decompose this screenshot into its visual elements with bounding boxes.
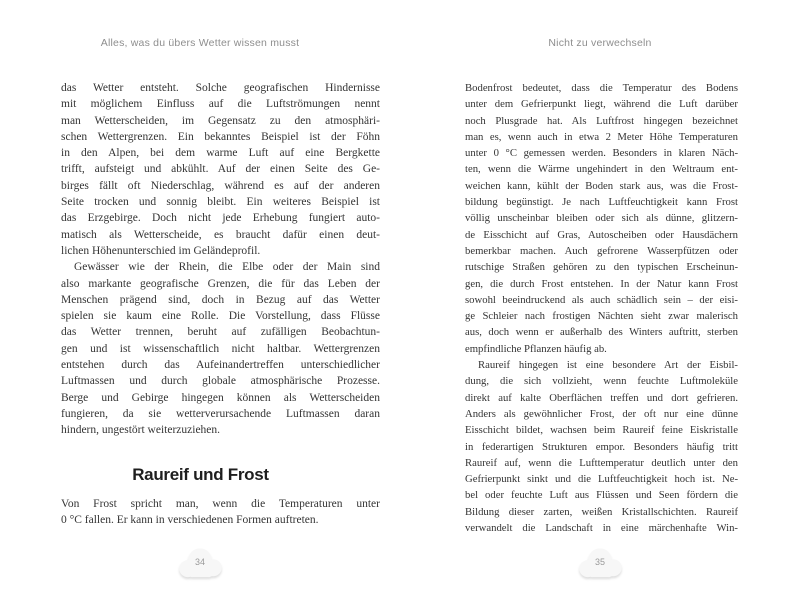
section-heading: Raureif und Frost — [132, 464, 269, 484]
text-line: ten, wenn die Wärme ungehindert in den Weltraum ent- — [465, 163, 738, 176]
text-line: man Wetterscheiden, im Gegensatz zu den atmosphäri- — [61, 114, 380, 127]
text-line: Berge und Gebirge hingegen können als Wetterscheiden — [61, 391, 380, 404]
text-line: Menschen prägend sind, doch in Bezug auf das Wetter — [61, 293, 380, 306]
text-line: Gewässer wie der Rhein, die Elbe oder der Main sind — [74, 261, 380, 274]
text-line: hindern, ungestört weiterzuziehen. — [61, 424, 221, 437]
text-line: schen Wettergrenzen. Ein bekanntes Beispiel ist der Föhn — [61, 130, 380, 143]
paragraph — [465, 357, 738, 536]
page-number: 35 — [595, 556, 605, 567]
text-line: 0 °C fallen. Er kann in verschiedenen Formen auftreten. — [61, 513, 319, 526]
text-line: Anders als gewöhnlicher Frost, der oft nur eine dünne — [465, 407, 738, 420]
text-line: entstehen durch das Aufeinandertreffen unterschiedlicher — [61, 359, 380, 372]
text-line: dung, die sich vollzieht, wenn feuchte Luftmoleküle — [465, 375, 738, 388]
text-line: direkt auf kalte Oberflächen treffen und dort gefrieren. — [465, 391, 738, 404]
running-head-left: Alles, was du übers Wetter wissen musst — [100, 37, 300, 49]
paragraph — [61, 496, 380, 529]
cloud-icon — [174, 546, 226, 580]
text-line: gen und ist wissenschaftlich nicht haltbar. Wettergrenzen — [61, 342, 380, 355]
text-line: Eisschicht bildet, wachsen beim Raureif feine Eiskristalle — [465, 424, 738, 437]
body-text-left — [61, 80, 380, 528]
text-line: rutschige Straßen gehören zu den typischen Erscheinun- — [465, 261, 738, 274]
text-line: lichen Höhenunterschied im Geländeprofil. — [61, 244, 261, 257]
text-line: fungieren, da sie wetterverursachende Luftmassen daran — [61, 407, 380, 420]
text-line: bildung begünstigt. Je nach Luftfeuchtigkeit kann Frost — [465, 196, 738, 209]
text-line: Raureif hingegen ist eine besondere Art der Eisbil- — [478, 359, 738, 372]
text-line: noch Plusgrade hat. Als Luftfrost hingegen bezeichnet — [465, 114, 738, 127]
text-line: Luftmassen und durch globale atmosphärische Prozesse. — [61, 375, 380, 388]
text-line: Bodenfrost bedeutet, dass die Temperatur des Bodens — [465, 82, 738, 94]
text-line: unter 0 °C gemessen werden. Besonders in klaren Näch- — [465, 147, 738, 160]
text-line: Bildung dieser zarten, weißen Kristallschichten. Raureif — [465, 505, 738, 518]
text-line: Seite trocken und sonnig bleibt. Ein weiteres Beispiel ist — [61, 196, 380, 209]
paragraph — [465, 80, 738, 357]
text-line: trifft, aufsteigt und abkühlt. Auf der einen Seite des Ge- — [61, 163, 380, 176]
text-line: bel oder feuchte Luft aus Flüssen und Seen fördern die — [465, 489, 738, 502]
text-line: das Erzgebirge. Doch nicht jede Erhebung fungiert auto- — [61, 212, 380, 225]
text-line: in den Alpen, bei dem warme Luft auf eine Bergkette — [61, 147, 380, 160]
text-line: verwandelt die Landschaft in eine märchenhafte Win- — [465, 522, 738, 535]
text-line: Gefrierpunkt sinkt und die Luftfeuchtigkeit hoch ist. Ne- — [465, 473, 738, 486]
text-line: empfindliche Pflanzen häufig ab. — [465, 342, 607, 355]
text-line: unter dem Gefrierpunkt liegt, während die Luft darüber — [465, 98, 738, 111]
cloud-icon — [574, 546, 626, 580]
text-line: Von Frost spricht man, wenn die Temperaturen unter — [61, 497, 380, 510]
text-line: birges fällt oft Niederschlag, während es auf der anderen — [61, 179, 380, 192]
text-line: das Wetter entsteht. Solche geografischen Hindernisse — [61, 82, 380, 94]
running-head-right: Nicht zu verwechseln — [548, 37, 652, 49]
text-line: aus, doch wenn er außerhalb des Winters auftritt, sterben — [465, 326, 738, 339]
page-number-cloud-left — [174, 546, 226, 580]
text-line: das Wetter trennen, beruht auf zufälligen Beobachtun- — [61, 326, 380, 339]
text-line: sowohl beeindruckend als auch schädlich sein – der eisi- — [465, 293, 738, 306]
text-line: bemerkbar machen. Auch gefrorene Wasserpfützen oder — [465, 244, 738, 257]
text-line: matisch als Wetterscheide, es braucht dafür einen deut- — [61, 228, 380, 241]
body-text-right — [465, 80, 738, 536]
text-line: Raureif auf, wenn die Lufttemperatur deutlich unter den — [465, 456, 738, 469]
text-line: ge Schleier nach frostigen Nächten sieht zwar malerisch — [465, 310, 738, 323]
text-line: also markante geografische Grenzen, die für das Leben der — [61, 277, 380, 290]
text-line: in federartigen Strukturen empor. Besonders häufig tritt — [465, 440, 738, 453]
text-line: mit möglichem Einfluss auf die Luftströmungen nennt — [61, 98, 380, 111]
text-line: völlig unscheinbar bleiben oder sich als dünne, glitzern- — [465, 212, 738, 225]
page-number: 34 — [195, 556, 205, 567]
page-right — [400, 0, 800, 598]
text-line: de Eisschicht auf Gras, Autoscheiben oder Hausdächern — [465, 228, 738, 241]
text-line: man es, wenn auch in etwa 2 Meter Höhe Temperaturen — [465, 130, 738, 143]
paragraph — [61, 80, 380, 259]
text-line: gen, die durch Frost entstehen. In der Natur kann Frost — [465, 277, 738, 290]
text-line: weichen kann, kühlt der Boden stark aus, was die Frost- — [465, 179, 738, 192]
paragraph — [61, 259, 380, 438]
text-line: spielen sie kaum eine Rolle. Die Vorstellung, dass Flüsse — [61, 310, 380, 323]
page-number-cloud-right — [574, 546, 626, 580]
